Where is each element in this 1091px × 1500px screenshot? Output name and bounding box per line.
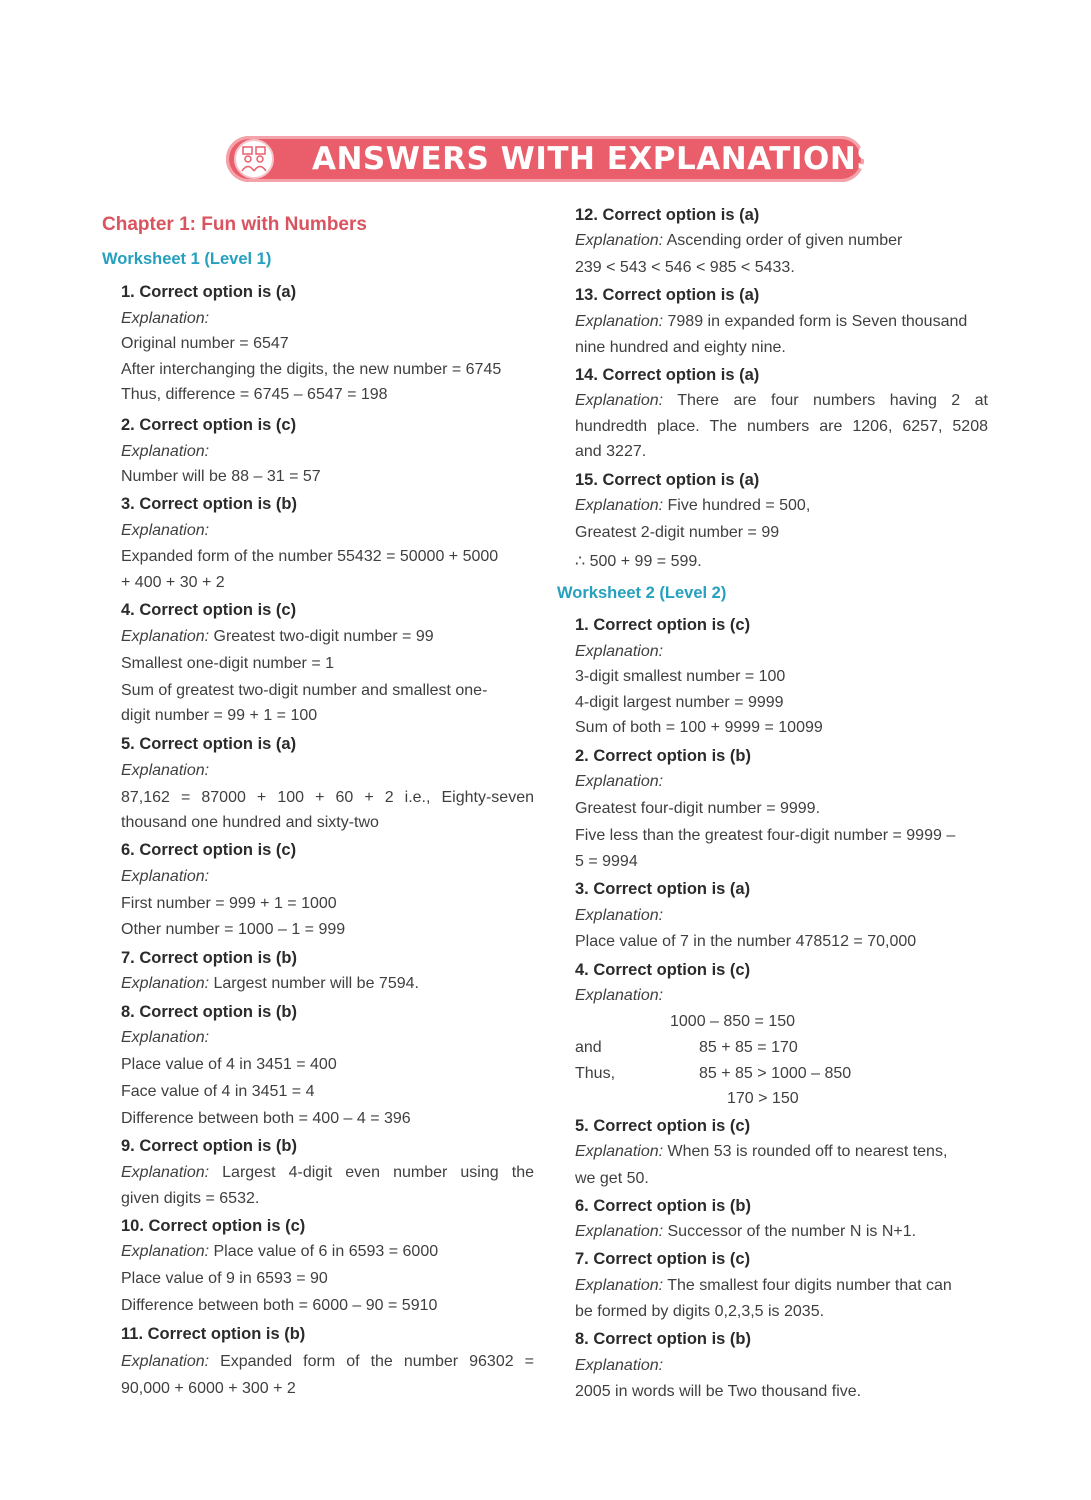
answer-text: First number = 999 + 1 = 1000 [121,895,337,912]
answer-4-heading: 4. Correct option is (c) [121,601,297,619]
answer-text: Greatest 2-digit number = 99 [575,524,780,541]
answer-text: Difference between both = 400 – 4 = 396 [121,1110,411,1127]
answer-2-heading: 2. Correct option is (c) [121,416,297,434]
w2-answer-2-heading: 2. Correct option is (b) [575,747,752,765]
w2-answer-7-heading: 7. Correct option is (c) [575,1250,751,1268]
answer-text: Explanation: Place value of 6 in 6593 = 6000 [121,1243,439,1260]
answer-6-heading: 6. Correct option is (c) [121,841,297,859]
explanation-label: Explanation: [575,1357,664,1374]
w2-answer-5-heading: 5. Correct option is (c) [575,1117,751,1135]
answer-text: Explanation: The smallest four digits number that can [575,1277,952,1294]
answer-text: 85 + 85 > 1000 – 850 [699,1065,852,1082]
answer-text: Greatest four-digit number = 9999. [575,800,821,817]
answer-text: Original number = 6547 [121,335,289,352]
answer-text: and [575,1039,602,1056]
answer-text: 87,162 = 87000 + 100 + 60 + 2 i.e., Eighty-seven [121,789,534,806]
answer-text: Other number = 1000 – 1 = 999 [121,921,346,938]
answer-text: Explanation: When 53 is rounded off to nearest tens, [575,1143,948,1160]
answer-text: 5 = 9994 [575,853,638,870]
answer-text: Face value of 4 in 3451 = 4 [121,1083,315,1100]
explanation-label: Explanation: [121,443,210,460]
answer-5-heading: 5. Correct option is (a) [121,735,297,753]
answer-10-heading: 10. Correct option is (c) [121,1217,306,1235]
answer-text: nine hundred and eighty nine. [575,339,786,356]
w2-answer-1-heading: 1. Correct option is (c) [575,616,751,634]
w2-answer-4-heading: 4. Correct option is (c) [575,961,751,979]
teacher-board-icon [234,139,274,179]
answer-9-heading: 9. Correct option is (b) [121,1137,298,1155]
answer-text: + 400 + 30 + 2 [121,574,225,591]
worksheet-1-heading: Worksheet 1 (Level 1) [102,250,272,268]
w2-answer-8-heading: 8. Correct option is (b) [575,1330,752,1348]
w2-answer-3-heading: 3. Correct option is (a) [575,880,751,898]
answer-1-heading: 1. Correct option is (a) [121,283,297,301]
explanation-label: Explanation: [121,1029,210,1046]
explanation-label: Explanation: [121,522,210,539]
answer-text: Explanation: Ascending order of given number [575,232,903,249]
answer-text: Five less than the greatest four-digit number = 9999 – [575,827,956,844]
answer-text: 170 > 150 [727,1090,799,1107]
answer-8-heading: 8. Correct option is (b) [121,1003,298,1021]
answer-14-heading: 14. Correct option is (a) [575,366,760,384]
answer-text: Thus, difference = 6745 – 6547 = 198 [121,386,388,403]
answer-text: and 3227. [575,443,647,460]
answer-text: ∴ 500 + 99 = 599. [575,553,702,570]
answer-7-heading: 7. Correct option is (b) [121,949,298,967]
chapter-heading: Chapter 1: Fun with Numbers [102,214,367,235]
explanation-label: Explanation: [575,773,664,790]
answer-text: Sum of greatest two-digit number and smallest one- [121,682,488,699]
answer-text: 2005 in words will be Two thousand five. [575,1383,862,1400]
answer-text: Smallest one-digit number = 1 [121,655,334,672]
page-title: ANSWERS WITH EXPLANATIONS [312,141,880,177]
answer-text: we get 50. [575,1170,649,1187]
answer-text: be formed by digits 0,2,3,5 is 2035. [575,1303,825,1320]
answer-11-heading: 11. Correct option is (b) [121,1325,306,1343]
answer-text: Explanation: Largest number will be 7594. [121,975,419,992]
answer-text: 1000 – 850 = 150 [670,1013,796,1030]
answer-text: Sum of both = 100 + 9999 = 10099 [575,719,823,736]
answer-text: Place value of 4 in 3451 = 400 [121,1056,337,1073]
answer-text: 90,000 + 6000 + 300 + 2 [121,1380,296,1397]
answer-text: Expanded form of the number 55432 = 50000 + 5000 [121,548,499,565]
answer-13-heading: 13. Correct option is (a) [575,286,760,304]
answer-text: Thus, [575,1065,616,1082]
answer-text: 85 + 85 = 170 [699,1039,798,1056]
answer-text: 4-digit largest number = 9999 [575,694,784,711]
answer-text: Explanation: Largest 4-digit even number using the [121,1164,534,1181]
explanation-label: Explanation: [121,868,210,885]
answer-text: given digits = 6532. [121,1190,260,1207]
explanation-label: Explanation: [575,643,664,660]
answer-text: Difference between both = 6000 – 90 = 5910 [121,1297,438,1314]
answer-15-heading: 15. Correct option is (a) [575,471,760,489]
section-banner [226,136,880,182]
answer-text: digit number = 99 + 1 = 100 [121,707,318,724]
answer-text: 3-digit smallest number = 100 [575,668,786,685]
answer-text: thousand one hundred and sixty-two [121,814,379,831]
answer-text: After interchanging the digits, the new number = 6745 [121,361,502,378]
answer-text: Explanation: Expanded form of the number 96302 = [121,1353,534,1370]
answer-text: Place value of 9 in 6593 = 90 [121,1270,328,1287]
answer-text: Explanation: Greatest two-digit number = 99 [121,628,434,645]
answer-text: Explanation: Five hundred = 500, [575,497,811,514]
explanation-label: Explanation: [575,907,664,924]
answer-text: Explanation: 7989 in expanded form is Seven thousand [575,313,968,330]
explanation-label: Explanation: [121,310,210,327]
explanation-label: Explanation: [575,987,664,1004]
answer-12-heading: 12. Correct option is (a) [575,206,760,224]
answer-text: 239 < 543 < 546 < 985 < 5433. [575,259,795,276]
worksheet-2-heading: Worksheet 2 (Level 2) [557,584,727,602]
answer-3-heading: 3. Correct option is (b) [121,495,298,513]
answer-text: Number will be 88 – 31 = 57 [121,468,321,485]
answer-text: Place value of 7 in the number 478512 = 70,000 [575,933,917,950]
explanation-label: Explanation: [121,762,210,779]
answer-text: Explanation: Successor of the number N is N+1. [575,1223,917,1240]
answer-text: Explanation: There are four numbers having 2 at [575,392,988,409]
w2-answer-6-heading: 6. Correct option is (b) [575,1197,752,1215]
answer-text: hundredth place. The numbers are 1206, 6257, 5208 [575,418,988,435]
